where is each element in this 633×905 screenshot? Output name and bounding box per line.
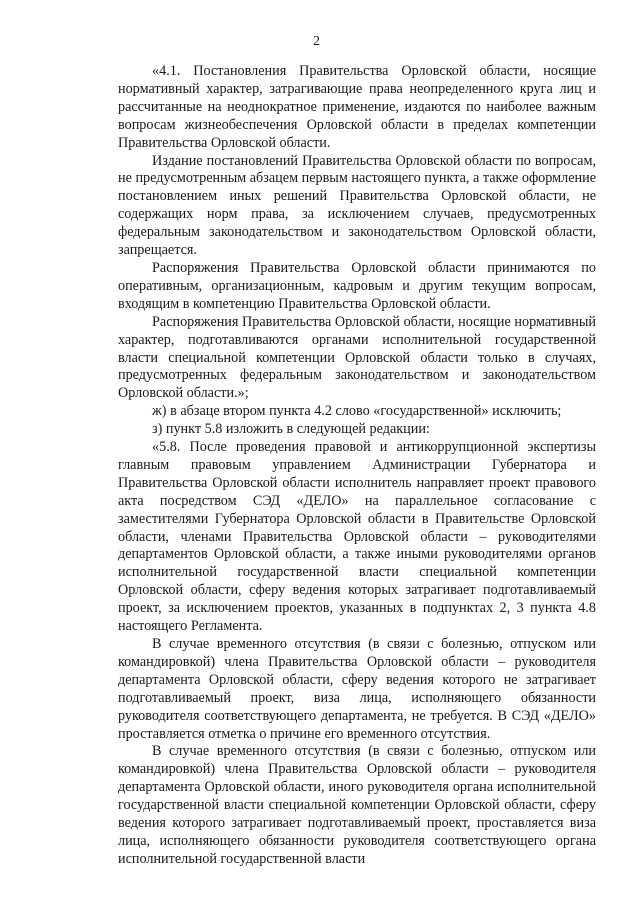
paragraph: «4.1. Постановления Правительства Орловской области, носящие нормативный характер, затрагивающие права неопределенного круга лиц и рассчитанные на неоднократное применение, издаются по наиболее важным вопросам жизнеобеспечения Орловской области в пределах компетенции Правительства Орловской области. (118, 63, 596, 151)
paragraph: Распоряжения Правительства Орловской области принимаются по оперативным, организационным, кадровым и другим текущим вопросам, входящим в компетенцию Правительства Орловской области. (118, 259, 596, 312)
document-body (118, 63, 596, 869)
paragraph: Распоряжения Правительства Орловской области, носящие нормативный характер, подготавливаются органами исполнительной государственной власти специальной компетенции Орловской области только в случаях, предусмотренных федеральным законодательством и законодательством Орловской области.»; (118, 313, 596, 402)
paragraph: «5.8. После проведения правовой и антикоррупционной экспертизы главным правовым управлением Администрации Губернатора и Правительства Орловской области исполнитель направляет проект правового акта посредством СЭД «ДЕЛО» на параллельное согласование с заместителями Губернатора Орловской области в Правительстве Орловской области, членами Правительства Орловской области – руководителями департаментов Орловской области, а также иными руководителями органов исполнительной государственной власти специальной компетенции Орловской области, сферу ведения которых затрагивает подготавливаемый проект, за исключением проектов, указанных в подпунктах 2, 3 пункта 4.8 настоящего Регламента. (118, 439, 596, 635)
paragraph: з) пункт 5.8 изложить в следующей редакции: (152, 421, 430, 438)
paragraph: В случае временного отсутствия (в связи с болезнью, отпуском или командировкой) члена Правительства Орловской области – руководителя департамента Орловской области, сферу ведения которого не затрагивает подготавливаемый проект, виза лица, исполняющего обязанности руководителя соответствующего департамента, не требуется. В СЭД «ДЕЛО» проставляется отметка о причине его временного отсутствия. (118, 636, 596, 742)
paragraph: ж) в абзаце втором пункта 4.2 слово «государственной» исключить; (152, 403, 562, 420)
paragraph: В случае временного отсутствия (в связи с болезнью, отпуском или командировкой) члена Правительства Орловской области – руководителя департамента Орловской области, иного руководителя органа исполнительной государственной власти специальной компетенции Орловской области, сферу ведения которого затрагивает подготавливаемый проект, проставляется виза лица, исполняющего обязанности руководителя соответствующего органа исполнительной государственной власти (118, 743, 596, 867)
page-number: 2 (313, 34, 320, 49)
paragraph: Издание постановлений Правительства Орловской области по вопросам, не предусмотренным абзацем первым настоящего пункта, а также оформление постановлением иных решений Правительства Орловской области, не содержащих норм права, за исключением случаев, предусмотренных федеральным законодательством и законодательством Орловской области, запрещается. (118, 152, 596, 259)
